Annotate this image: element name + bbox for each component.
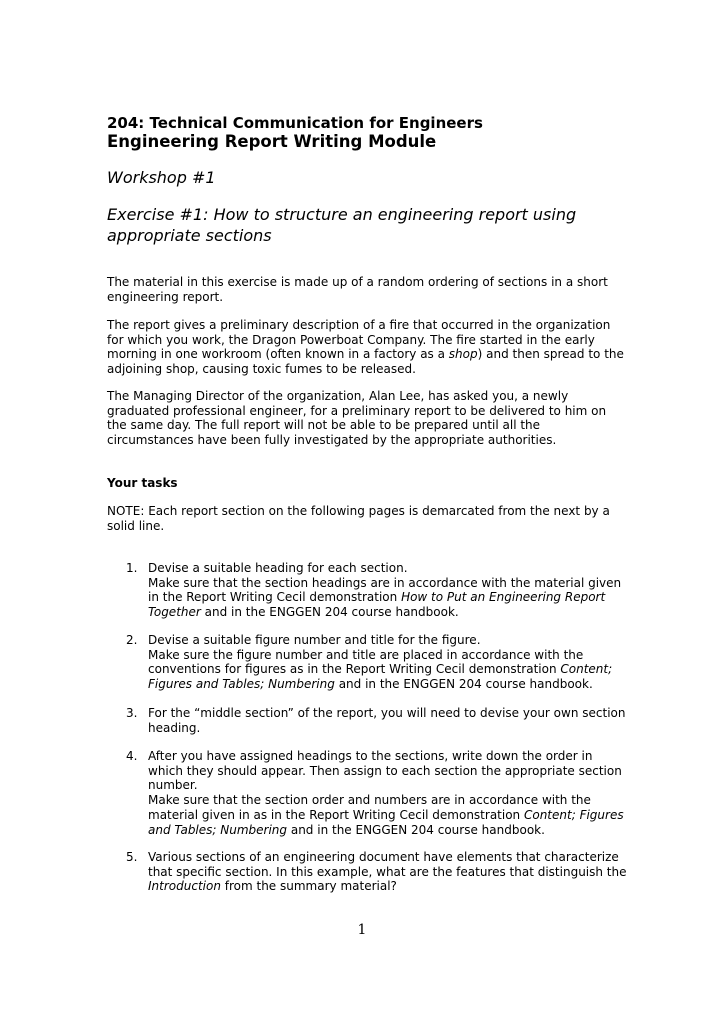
task-text: After you have assigned headings to the sections, write down the order in which they should appear. Then assign to each section the appropriate section number. <box>148 749 622 793</box>
task-number: 2. <box>126 633 138 647</box>
task-text: For the “middle section” of the report, you will need to devise your own section heading. <box>148 706 626 735</box>
intro-paragraph-3: The Managing Director of the organization, Alan Lee, has asked you, a newly graduated professional engineer, for a preliminary report to be delivered to him on the same day. The full report will not be able to be prepared until all the circumstances have been fully investigated by the appropriate authorities. <box>107 389 607 448</box>
task-detail-text-a: Make sure that the section headings are in accordance with the material given in the Report Writing Cecil demonstration <box>148 575 622 605</box>
task-item-2 <box>107 633 627 692</box>
intro-paragraph-1: The material in this exercise is made up of a random ordering of sections in a short engineering report. <box>107 275 608 304</box>
page-number: 1 <box>357 922 367 938</box>
tasks-heading: Your tasks <box>107 476 178 490</box>
task-detail-text-b: and in the ENGGEN 204 course handbook. <box>200 605 459 620</box>
task-number: 3. <box>126 706 138 720</box>
task-detail <box>148 648 627 692</box>
intro-paragraph-2-text-b: ) and then spread to the adjoining shop, causing toxic fumes to be released. <box>107 347 624 377</box>
task-item-1 <box>107 561 627 620</box>
task-text <box>148 850 627 894</box>
intro-paragraph-2-emphasis: shop <box>448 347 478 362</box>
task-item-3 <box>107 706 627 735</box>
task-detail-text-b: and in the ENGGEN 204 course handbook. <box>334 677 593 692</box>
task-item-4 <box>107 749 627 837</box>
task-text: Devise a suitable heading for each section. <box>148 561 408 575</box>
workshop-title: Workshop #1 <box>107 168 216 187</box>
exercise-title: Exercise #1: How to structure an engineering report using appropriate sections <box>107 205 577 245</box>
task-number: 1. <box>126 561 138 575</box>
module-title: Engineering Report Writing Module <box>107 132 437 151</box>
task-detail-emphasis: Content; Figures and Tables; Numbering <box>148 662 613 692</box>
task-text-b: from the summary material? <box>220 879 397 894</box>
task-detail-text-b: and in the ENGGEN 204 course handbook. <box>287 822 545 837</box>
task-number: 5. <box>126 850 138 864</box>
intro-paragraph-2-text-a: The report gives a preliminary description of a fire that occurred in the organization for which you work, the Dragon Powerboat Company. The fire started in the early morning in one workroom (often known in a factory as a <box>107 318 611 362</box>
task-detail <box>148 576 627 620</box>
task-text-a: Various sections of an engineering document have elements that characterize that specific section. In this example, what are the features that distinguish the <box>148 850 627 879</box>
task-detail-text-a: Make sure the figure number and title are placed in accordance with the conventions for figures as in the Report Writing Cecil demonstration <box>148 647 584 677</box>
task-detail-emphasis: Content; Figures and Tables; Numbering <box>148 807 624 837</box>
task-detail-text-a: Make sure that the section order and numbers are in accordance with the material given in as in the Report Writing Cecil demonstration <box>148 793 591 822</box>
task-detail-emphasis: How to Put an Engineering Report Together <box>148 590 606 620</box>
task-text-emphasis: Introduction <box>148 879 221 894</box>
course-title: 204: Technical Communication for Engineers <box>107 114 483 132</box>
tasks-note: NOTE: Each report section on the following pages is demarcated from the next by a solid line. <box>107 504 610 533</box>
task-text: Devise a suitable figure number and title for the figure. <box>148 633 481 647</box>
task-number: 4. <box>126 749 138 763</box>
intro-paragraph-2 <box>107 318 627 377</box>
task-detail <box>148 793 627 837</box>
task-item-5 <box>107 850 627 894</box>
